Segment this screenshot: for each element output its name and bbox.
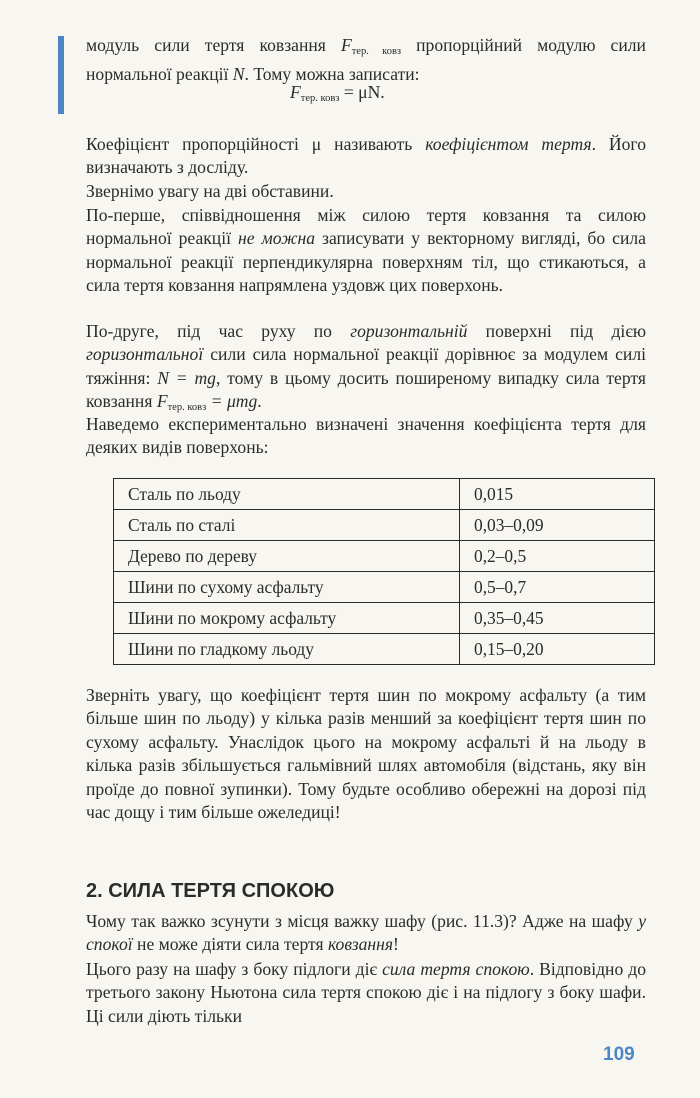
table-row xyxy=(114,634,655,665)
surface-cell: Сталь по сталі xyxy=(114,510,460,541)
surface-cell: Шини по сухому асфальту xyxy=(114,572,460,603)
table-row xyxy=(114,541,655,572)
table-row xyxy=(114,572,655,603)
coefficient-paragraph: Коефіцієнт пропорційності μ називають коефіцієнтом тертя. Його визначають з досліду. xyxy=(86,134,647,178)
two-circumstances-paragraph: Звернімо увагу на дві обставини. xyxy=(86,181,334,201)
value-cell: 0,5–0,7 xyxy=(460,572,655,603)
value-cell: 0,03–0,09 xyxy=(460,510,655,541)
table-row xyxy=(114,510,655,541)
wet-asphalt-note-paragraph: Зверніть увагу, що коефіцієнт тертя шин по мокрому асфальту (а тим більше шин по льоду) у кілька разів менший за коефіцієнт тертя шин по сухому асфальту. Унаслідок цього на мокрому асфальті й на льоду в кілька разів збільшується гальмівний шлях автомобіля (відстань, яку він проїде до повної зупинки). Тому будьте особливо обережні на дорозі під час дощу і тим більше ожеледиці! xyxy=(86,685,646,823)
wardrobe-question-paragraph: Чому так важко зсунути з місця важку шафу (рис. 11.3)? Адже на шафу у спокої не може діяти сила тертя ковзання! xyxy=(86,911,646,955)
table-row xyxy=(114,603,655,634)
table-intro-paragraph: Наведемо експериментально визначені значення коефіцієнта тертя для деяких видів поверхонь: xyxy=(86,414,646,458)
margin-accent-bar xyxy=(58,36,64,114)
first-circumstance-paragraph: По-перше, співвідношення між силою тертя ковзання та силою нормальної реакції не можна записувати у векторному вигляді, бо сила нормальної реакції перпендикулярна поверхням тіл, що стикаються, а сила тертя ковзання напрямлена уздовж цих поверхонь. xyxy=(86,205,646,296)
table-row xyxy=(114,479,655,510)
second-circumstance-paragraph: По-друге, під час руху по горизонтальній поверхні під дією горизонтальної сили сила нормальної реакції дорівнює за модулем силі тяжіння: N = mg, тому в цьому досить поширеному випадку сила тертя ковзання $F_{тер. ковз} = \mu mg$. xyxy=(86,321,647,414)
friction-formula: $F_{тер. ковз} = \mu N$. xyxy=(290,82,385,104)
value-cell: 0,2–0,5 xyxy=(460,541,655,572)
surface-cell: Сталь по льоду xyxy=(114,479,460,510)
friction-coefficient-table xyxy=(113,478,655,665)
surface-cell: Шини по мокрому асфальту xyxy=(114,603,460,634)
static-friction-paragraph: Цього разу на шафу з боку підлоги діє сила тертя спокою. Відповідно до третього закону Ньютона сила тертя спокою діє і на підлогу з боку шафи. Ці сили діють тільки xyxy=(86,959,646,1026)
surface-cell: Дерево по дереву xyxy=(114,541,460,572)
value-cell: 0,35–0,45 xyxy=(460,603,655,634)
intro-paragraph: модуль сили тертя ковзання $F_{тер. ковз}$ пропорційний модулю сили нормальної реакції N. Тому можна записати: xyxy=(86,35,646,85)
section-heading: 2. СИЛА ТЕРТЯ СПОКОЮ xyxy=(86,880,335,902)
value-cell: 0,015 xyxy=(460,479,655,510)
page-number: 109 xyxy=(603,1044,635,1065)
surface-cell: Шини по гладкому льоду xyxy=(114,634,460,665)
value-cell: 0,15–0,20 xyxy=(460,634,655,665)
